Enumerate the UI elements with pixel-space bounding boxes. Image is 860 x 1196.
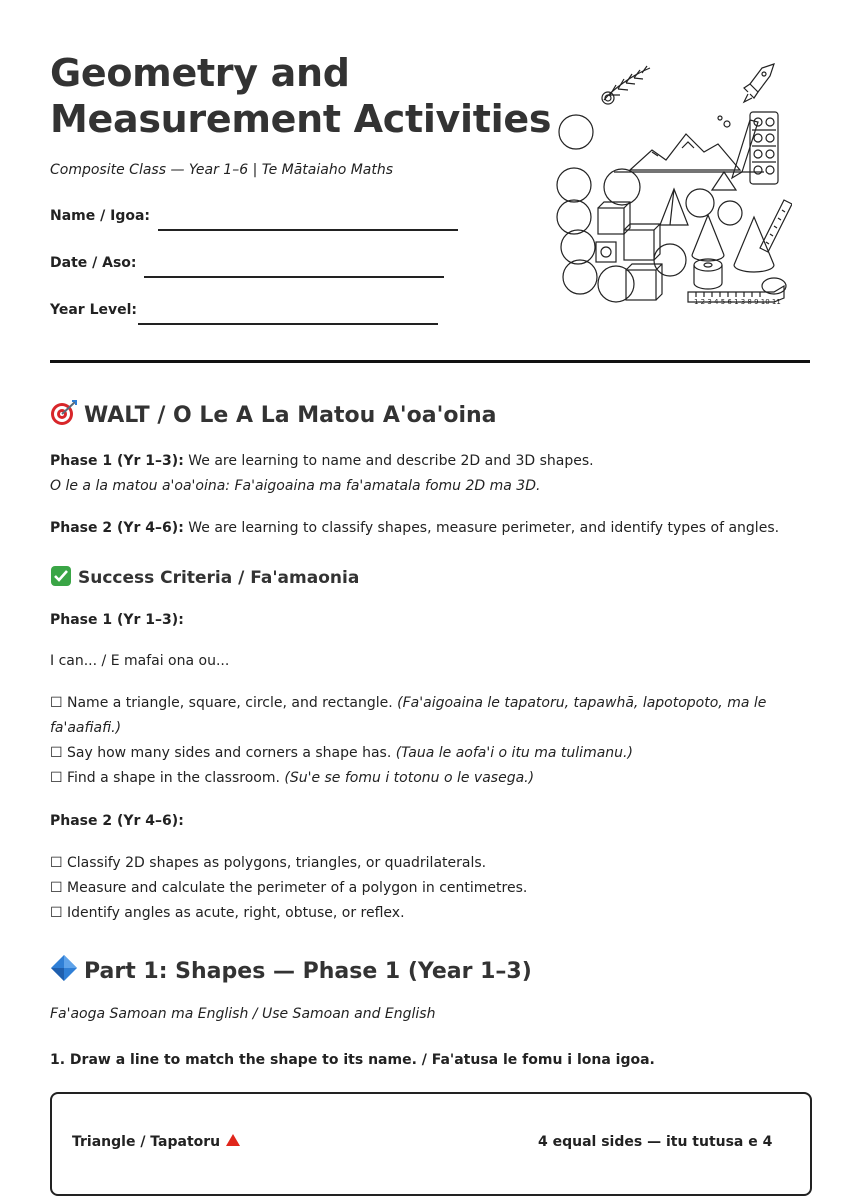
year-input-line[interactable] bbox=[138, 323, 438, 325]
date-label: Date / Aso: bbox=[50, 255, 137, 271]
year-label: Year Level: bbox=[50, 302, 138, 318]
walt-phase2 bbox=[50, 516, 810, 541]
match-item-4-equal-sides[interactable] bbox=[538, 1134, 772, 1150]
criteria-samoan: (Su'e se fomu i totonu o le vasega.) bbox=[284, 770, 535, 786]
criteria-samoan: fa'aafiafi.) bbox=[50, 720, 122, 736]
year-field bbox=[50, 302, 137, 318]
tape-measure-digits: 1 2 3 4 5 6 1 3 8 9 10 11 bbox=[694, 298, 781, 306]
walt-phase2-label: Phase 2 (Yr 4–6): bbox=[50, 520, 184, 536]
date-field bbox=[50, 255, 137, 271]
walt-phase1-label: Phase 1 (Yr 1–3): bbox=[50, 453, 184, 469]
criteria-item[interactable]: ☐ Find a shape in the classroom. bbox=[50, 770, 285, 786]
success-heading-text: Success Criteria / Fa'amaonia bbox=[78, 568, 360, 588]
walt-phase2-text: We are learning to classify shapes, measure perimeter, and identify types of angles. bbox=[183, 520, 780, 536]
koru-fern-icon bbox=[602, 66, 650, 104]
match-right-label: 4 equal sides — itu tutusa e 4 bbox=[538, 1134, 773, 1150]
success-intro: I can... / E mafai ona ou... bbox=[50, 653, 230, 669]
part1-heading bbox=[50, 954, 532, 984]
success-phase1-list bbox=[50, 691, 810, 791]
criteria-samoan: (Fa'aigoaina le tapatoru, tapawhā, lapotopoto, ma le bbox=[397, 695, 767, 711]
mountains-icon bbox=[614, 134, 764, 172]
subtitle: Composite Class — Year 1–6 | Te Mātaiaho Maths bbox=[50, 162, 394, 178]
walt-heading bbox=[50, 400, 497, 428]
success-phase2-label: Phase 2 (Yr 4–6): bbox=[50, 813, 184, 829]
criteria-item[interactable]: ☐ Measure and calculate the perimeter of a polygon in centimetres. bbox=[50, 880, 528, 896]
criteria-samoan: (Taua le aofa'i o itu ma tulimanu.) bbox=[395, 745, 633, 761]
check-box-icon bbox=[50, 565, 72, 587]
cone-icon bbox=[692, 172, 774, 272]
part1-note: Fa'aoga Samoan ma English / Use Samoan and English bbox=[50, 1006, 436, 1022]
header-divider bbox=[50, 360, 810, 363]
success-phase2-list bbox=[50, 851, 810, 926]
criteria-item[interactable]: ☐ Identify angles as acute, right, obtuse, or reflex. bbox=[50, 905, 405, 921]
matching-box bbox=[50, 1092, 812, 1196]
success-phase1-label: Phase 1 (Yr 1–3): bbox=[50, 612, 184, 628]
date-input-line[interactable] bbox=[144, 276, 444, 278]
walt-phase1-samoan: O le a la matou a'oa'oina: Fa'aigoaina ma fa'amatala fomu 2D ma 3D. bbox=[50, 478, 541, 494]
match-left-label: Triangle / Tapatoru bbox=[72, 1134, 221, 1150]
success-heading bbox=[50, 565, 359, 588]
rocket-icon bbox=[744, 64, 774, 102]
totem-icon bbox=[750, 112, 778, 184]
name-field bbox=[50, 208, 150, 224]
title-line-1: Geometry and bbox=[50, 51, 350, 95]
tape-measure-icon bbox=[688, 278, 786, 306]
circle-icon bbox=[559, 115, 593, 149]
name-input-line[interactable] bbox=[158, 229, 458, 231]
walt-phase1 bbox=[50, 449, 810, 499]
cube-icon bbox=[596, 202, 662, 300]
question-1: 1. Draw a line to match the shape to its name. / Fa'atusa le fomu i lona igoa. bbox=[50, 1052, 655, 1068]
criteria-item[interactable]: ☐ Classify 2D shapes as polygons, triangles, or quadrilaterals. bbox=[50, 855, 487, 871]
title-line-2: Measurement Activities bbox=[50, 97, 552, 141]
part1-heading-text: Part 1: Shapes — Phase 1 (Year 1–3) bbox=[84, 959, 532, 984]
walt-phase1-text: We are learning to name and describe 2D and 3D shapes. bbox=[183, 453, 594, 469]
match-item-triangle[interactable] bbox=[72, 1134, 240, 1150]
red-triangle-icon bbox=[226, 1134, 240, 1146]
criteria-item[interactable]: ☐ Say how many sides and corners a shape has. bbox=[50, 745, 396, 761]
criteria-item[interactable]: ☐ Name a triangle, square, circle, and rectangle. bbox=[50, 695, 398, 711]
walt-heading-text: WALT / O Le A La Matou A'oa'oina bbox=[84, 403, 497, 428]
blue-diamond-icon bbox=[50, 954, 78, 982]
geometry-shapes-illustration bbox=[552, 60, 792, 315]
pyramid-icon bbox=[660, 189, 688, 225]
name-label: Name / Igoa: bbox=[50, 208, 151, 224]
cylinder-icon bbox=[694, 259, 722, 289]
target-icon bbox=[50, 400, 78, 426]
page-title bbox=[50, 50, 551, 142]
